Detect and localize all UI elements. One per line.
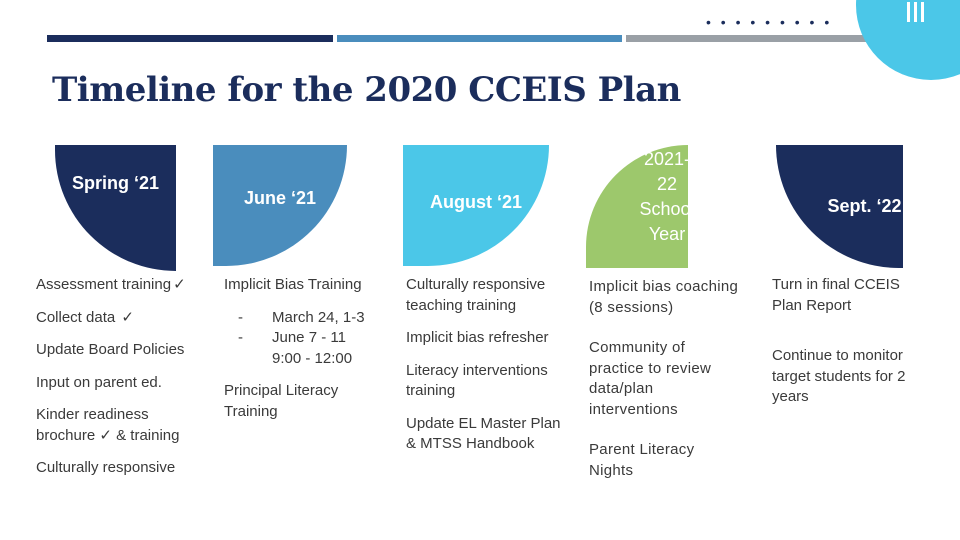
list-item: Collect data ✓ (36, 308, 134, 326)
time-range: 9:00 - 12:00 (272, 349, 353, 367)
column-june-21 (224, 275, 389, 434)
list-item: Implicit bias refresher (406, 329, 549, 346)
list-item: Kinder readiness brochure ✓ & training (36, 406, 180, 444)
list-item: Continue to monitor target students for 2 years (772, 347, 906, 405)
date-range: March 24, 1-3 (272, 308, 365, 326)
dash-marker: - (238, 329, 243, 346)
list-item: Input on parent ed. (36, 373, 162, 391)
corner-lines-icon (906, 0, 926, 26)
list-item: Update EL Master Plan & MTSS Handbook (406, 414, 561, 452)
list-item: Culturally responsive (36, 459, 176, 476)
phase-sept-22-label: Sept. ‘22 (827, 196, 902, 216)
phase-august-21-shape (403, 145, 549, 266)
list-item: Culturally responsive teaching training (406, 276, 546, 314)
list-item: Parent Literacy Nights (589, 441, 695, 479)
phase-spring-21-label: Spring ‘21 (71, 173, 160, 193)
list-item: Implicit bias coaching (8 sessions) (589, 278, 739, 316)
list-item: Update Board Policies (36, 341, 185, 358)
slide-title: Timeline for the 2020 CCEIS Plan (52, 70, 681, 110)
phase-june-21-shape (213, 145, 347, 266)
list-item: Principal Literacy Training (224, 382, 339, 420)
column-august-21 (406, 275, 566, 467)
column-spring-21 (36, 275, 201, 491)
phase-august-21-label: August ‘21 (429, 192, 522, 212)
date-range: June 7 - 11 (272, 329, 346, 346)
dash-marker: - (238, 308, 243, 326)
list-item: Assessment training ✓ (36, 276, 186, 293)
decorative-dots: • • • • • • • • • (706, 14, 833, 30)
list-item: Literacy interventions training (406, 361, 548, 399)
training-dates (224, 308, 389, 370)
phase-spring-21-shape (55, 145, 176, 271)
phase-school-year-shape (586, 145, 695, 268)
phase-june-21-label: June ‘21 (243, 188, 317, 208)
header-bar-blue (337, 35, 622, 42)
header-bar-gray (626, 35, 891, 42)
list-item: Turn in final CCEIS Plan Report (772, 276, 900, 314)
check-icon: ✓ (121, 308, 134, 326)
list-item: Community of practice to review data/plan interventions (589, 339, 712, 418)
column-school-year (589, 277, 739, 493)
phase-sept-22-shape (776, 145, 903, 268)
header-bar-navy (47, 35, 333, 42)
phase-school-year-label: 2021-22 School Year (639, 148, 695, 244)
list-item: Implicit Bias Training (224, 276, 362, 293)
column-sept-22 (772, 275, 932, 420)
check-icon: ✓ (173, 276, 186, 293)
